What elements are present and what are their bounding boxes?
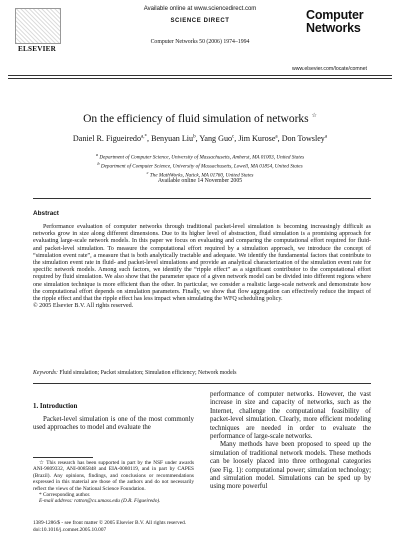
journal-logo-line1: Computer bbox=[306, 8, 364, 22]
author-sup: a,* bbox=[141, 134, 148, 140]
author-name: Daniel R. Figueiredo bbox=[72, 134, 142, 143]
abstract-copyright: © 2005 Elsevier B.V. All rights reserved. bbox=[33, 303, 134, 310]
journal-reference: Computer Networks 50 (2006) 1974–1994 bbox=[150, 39, 250, 45]
issn-line: 1389-1286/$ - see front matter © 2005 Elsevier B.V. All rights reserved. bbox=[33, 520, 187, 526]
title-footnote-mark[interactable]: ☆ bbox=[311, 113, 317, 119]
abstract-rule-top bbox=[33, 198, 371, 199]
abstract-text: Performance evaluation of computer networks through traditional packet-level simulation is becoming increasingly difficult as networks grow in size along different dimensions. Due to its higher level of abstraction, fluid simulation is a promising approach for evaluating large-scale network models. In this paper we focus on evaluating and comparing the computational effort required for fluid- and packet-level simulation. To measure the computational effort required by a simulation approach, we introduce the concept of “simulation event rate”, a measure that is both analytically tractable and adequate. We identify the fundamental factors that contribute to the simulation event rate in fluid- and packet-level simulations and provide an analytical characterization of the simulation event rate for specific network models. Among such factors, we identify the “ripple effect” as a significant contributor to the computational effort required by fluid simulation. We also show that the parameter space of a given network model can be divided into different regions where one simulation technique is more efficient than the other. In particular, we consider a realistic large-scale network and demonstrate how the computational effort depends on simulation parameters. Finally, we show that flow aggregation can effectively reduce the impact of the ripple effect and that the ripple effect has less impact when simulating the WFQ scheduling policy. bbox=[33, 224, 371, 303]
abstract-rule-bottom bbox=[33, 383, 371, 384]
footnote-funding: ☆ This research has been supported in part by the NSF under awards ANI-9809332, ANI-0085848 and EIA-0080119, and in part by CAPES (Brazil). Any opinions, findings, and conclusions or recommendations expressed in this material are those of the authors and do not necessarily reflect the views of the National Science Foundation. bbox=[33, 460, 194, 492]
affiliation-line bbox=[10, 161, 390, 170]
keywords bbox=[33, 370, 371, 376]
available-online-text: Available online at www.sciencedirect.com bbox=[143, 6, 257, 12]
author-name: Yang Guo bbox=[199, 134, 233, 143]
author-name: Benyuan Liu bbox=[151, 134, 194, 143]
affiliations bbox=[10, 152, 390, 179]
affiliation-line bbox=[10, 152, 390, 161]
affiliation-text: Department of Computer Science, University of Massachusetts, Lowell, MA 01854, United States bbox=[100, 163, 303, 170]
header-rule-top bbox=[8, 75, 392, 76]
journal-logo-line2: Networks bbox=[306, 20, 361, 35]
available-online-date: Available online 14 November 2005 bbox=[157, 178, 243, 184]
title-text: On the efficiency of fluid simulation of networks bbox=[83, 112, 309, 125]
journal-logo bbox=[306, 9, 392, 34]
keywords-label: Keywords: bbox=[33, 370, 58, 376]
author-name: Jim Kurose bbox=[238, 134, 276, 143]
header-center bbox=[90, 6, 310, 45]
abstract-body bbox=[33, 224, 371, 310]
elsevier-tree-icon bbox=[15, 8, 61, 44]
bottom-meta bbox=[33, 520, 186, 533]
keywords-text: Fluid simulation; Packet simulation; Simulation efficiency; Network models bbox=[59, 370, 237, 376]
intro-paragraph: Packet-level simulation is one of the most commonly used approaches to model and evaluate the bbox=[33, 416, 194, 432]
sciencedirect-logo-text: SCIENCE DIRECT bbox=[170, 18, 230, 24]
author-sup: a bbox=[324, 134, 328, 140]
affiliation-text: Department of Computer Science, University of Massachusetts, Amherst, MA 01003, United States bbox=[99, 154, 305, 161]
author-sup: c bbox=[232, 134, 235, 140]
footnote-rule bbox=[33, 457, 93, 458]
affiliation-sup: c bbox=[146, 169, 149, 175]
doi-line[interactable]: doi:10.1016/j.comnet.2005.10.007 bbox=[33, 526, 107, 533]
affiliation-sup: b bbox=[97, 160, 100, 166]
journal-url[interactable]: www.elsevier.com/locate/comnet bbox=[292, 66, 367, 72]
elsevier-logo bbox=[15, 8, 59, 53]
section-heading-introduction: 1. Introduction bbox=[33, 403, 78, 410]
footnote-email[interactable]: E-mail address: ratton@cs.umass.edu (D.R. Figueiredo). bbox=[39, 498, 161, 505]
abstract-heading: Abstract bbox=[33, 210, 59, 217]
intro-paragraph: Many methods have been proposed to speed up the simulation of traditional network models. These methods can be loosely placed into three orthogonal categories (see Fig. 1): computational power; simulation technology; and simulation model. Simulations can be sped up by using more powerful bbox=[210, 441, 371, 491]
footnotes bbox=[33, 460, 194, 505]
footnote-corresponding: * Corresponding author. bbox=[39, 492, 91, 499]
header-rule-bottom bbox=[8, 78, 392, 79]
author-sup: b bbox=[193, 134, 196, 140]
affiliation-text: The MathWorks, Natick, MA 01760, United States bbox=[149, 172, 254, 179]
intro-right-column bbox=[210, 391, 371, 492]
intro-paragraph: performance of computer networks. However, the vast increase in size and capacity of networks, such as the Internet, challenge the computational feasibility of packet-level simulation. Clearly, more efficient modeling techniques are needed in order to evaluate the performance of large-scale networks. bbox=[210, 391, 371, 441]
paper-title bbox=[10, 112, 390, 125]
sciencedirect-logo bbox=[90, 18, 310, 24]
author-name: Don Towsley bbox=[281, 134, 325, 143]
author-list: Daniel R. Figueiredo$^{a,*}$, Benyuan Liu$^b$, Yang Guo$^c$, Jim Kurose$^a$, Don Towsley$^a$ bbox=[72, 134, 328, 143]
publisher-name: ELSEVIER bbox=[18, 45, 56, 53]
affiliation-sup: a bbox=[95, 152, 99, 157]
author-sup: a bbox=[275, 134, 278, 140]
intro-left-column bbox=[33, 416, 194, 433]
